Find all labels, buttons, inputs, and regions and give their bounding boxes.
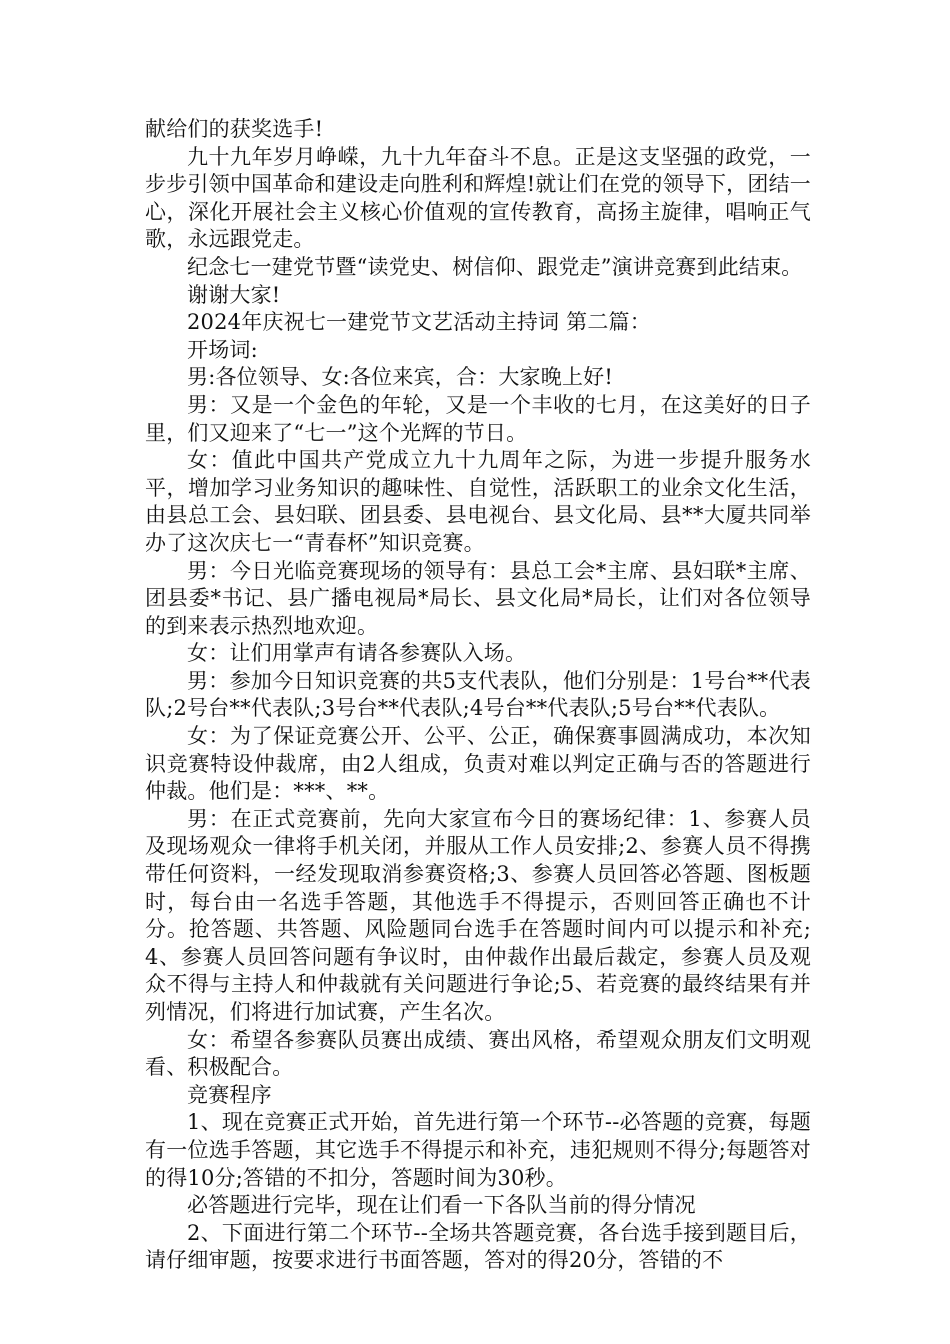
paragraph: 男：在正式竞赛前，先向大家宣布今日的赛场纪律：1、参赛人员及现场观众一律将手机关闭，并服从工作人员安排;2、参赛人员不得携带任何资料，一经发现取消参赛资格;3、参赛人员回答必答题、图板题时，每台由一名选手答题，其他选手不得提示，否则回答正确也不计分。抢答题、共答题、风险题同台选手在答题时间内可以提示和补充;4、参赛人员回答问题有争议时，由仲裁作出最后裁定，参赛人员及观众不得与主持人和仲裁就有关问题进行争论;5、若竞赛的最终结果有并列情况，们将进行加试赛，产生名次。 xyxy=(145,806,811,1024)
paragraph: 1、现在竞赛正式开始，首先进行第一个环节--必答题的竞赛，每题有一位选手答题，其它选手不得提示和补充，违犯规则不得分;每题答对的得10分;答错的不扣分，答题时间为30秒。 xyxy=(145,1110,811,1190)
paragraph: 九十九年岁月峥嵘，九十九年奋斗不息。正是这支坚强的政党，一步步引领中国革命和建设走向胜利和辉煌!就让们在党的领导下，团结一心，深化开展社会主义核心价值观的宣传教育，高扬主旋律，唱响正气歌，永远跟党走。 xyxy=(145,144,811,252)
paragraph: 女：希望各参赛队员赛出成绩、赛出风格，希望观众朋友们文明观看、积极配合。 xyxy=(145,1027,811,1080)
document-body xyxy=(145,116,811,1275)
paragraph: 纪念七一建党节暨“读党史、树信仰、跟党走”演讲竞赛到此结束。 xyxy=(187,254,803,279)
paragraph: 女：让们用掌声有请各参赛队入场。 xyxy=(187,641,527,666)
paragraph: 女：值此中国共产党成立九十九周年之际，为进一步提升服务水平，增加学习业务知识的趣味性、自觉性，活跃职工的业余文化生活，由县总工会、县妇联、团县委、县电视台、县文化局、县**大厦共同举办了这次庆七一“青春杯”知识竞赛。 xyxy=(145,448,811,555)
paragraph: 必答题进行完毕，现在让们看一下各队当前的得分情况 xyxy=(187,1193,696,1218)
paragraph: 男：又是一个金色的年轮，又是一个丰收的七月，在这美好的日子里，们又迎来了“七一”这个光辉的节日。 xyxy=(145,392,811,445)
paragraph: 男：今日光临竞赛现场的领导有：县总工会*主席、县妇联*主席、团县委*书记、县广播电视局*局长、县文化局*局长，让们对各位领导的到来表示热烈地欢迎。 xyxy=(145,558,811,638)
section-heading: 竞赛程序 xyxy=(187,1082,272,1107)
paragraph: 2、下面进行第二个环节--全场共答题竞赛，各台选手接到题目后，请仔细审题，按要求进行书面答题，答对的得20分，答错的不 xyxy=(145,1220,811,1273)
paragraph: 开场词: xyxy=(187,337,258,362)
paragraph: 献给们的获奖选手! xyxy=(145,117,324,141)
paragraph: 女：为了保证竞赛公开、公平、公正，确保赛事圆满成功，本次知识竞赛特设仲裁席，由2人组成，负责对难以判定正确与否的答题进行仲裁。他们是：***、**。 xyxy=(145,724,811,804)
paragraph: 男：参加今日知识竞赛的共5支代表队，他们分别是：1号台**代表队;2号台**代表队;3号台**代表队;4号台**代表队;5号台**代表队。 xyxy=(145,668,811,721)
section-title: 2024年庆祝七一建党节文艺活动主持词 第二篇： xyxy=(187,310,651,335)
paragraph: 谢谢大家! xyxy=(187,282,281,307)
paragraph: 男:各位领导、女:各位来宾，合：大家晚上好! xyxy=(187,365,613,390)
